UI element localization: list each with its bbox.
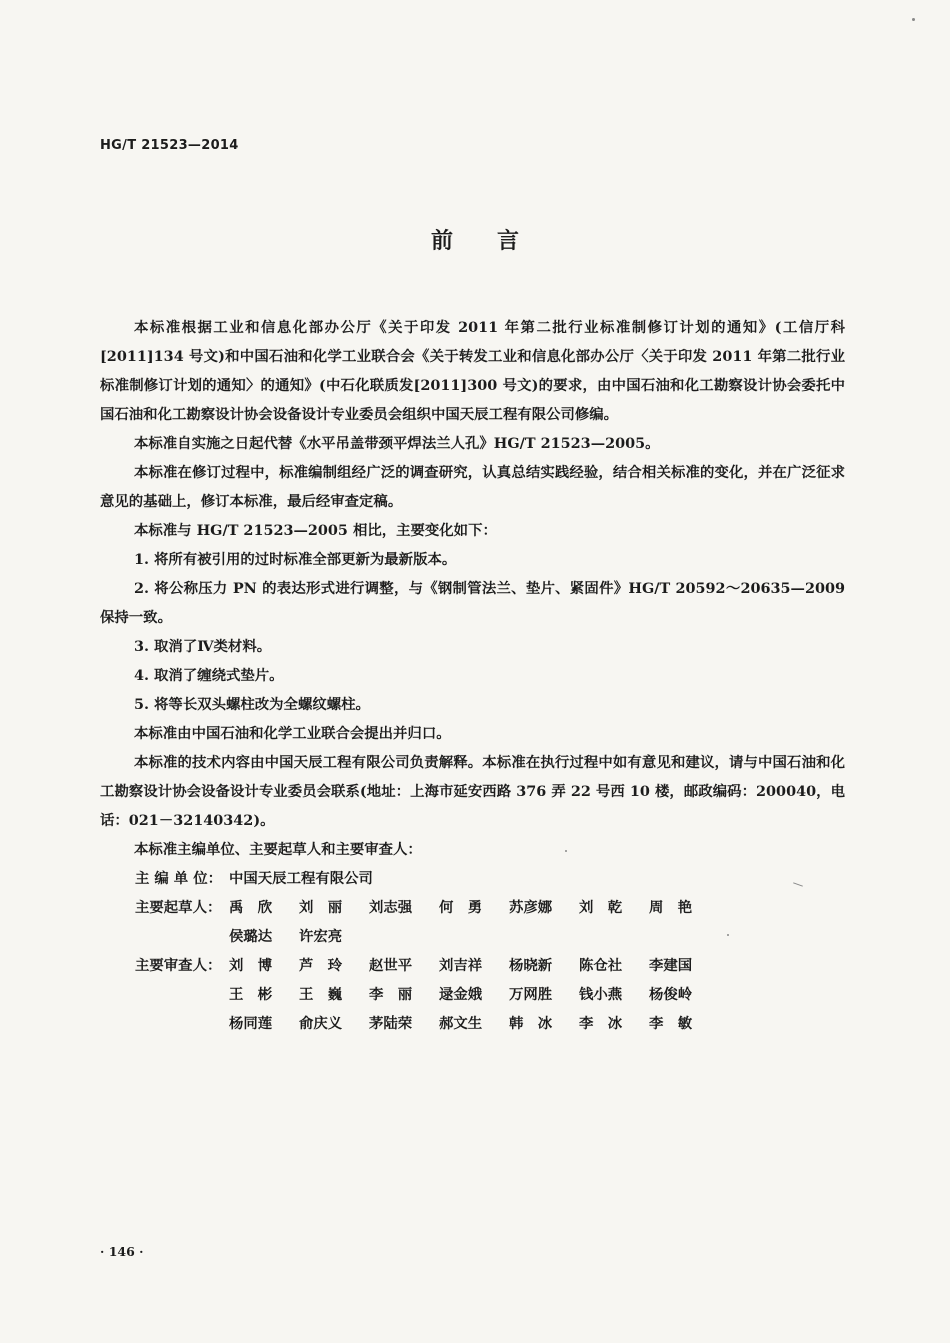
person-name: 郝文生 bbox=[439, 1015, 483, 1032]
person-name: 李 冰 bbox=[579, 1015, 623, 1032]
person-name: 杨同莲 bbox=[229, 1015, 273, 1032]
person-name: 万网胜 bbox=[509, 986, 553, 1003]
person-name: 王 彬 bbox=[229, 986, 273, 1003]
person-name: 刘 乾 bbox=[579, 899, 623, 916]
person-name: 李 丽 bbox=[369, 986, 413, 1003]
paragraph: 本标准与 HG/T 21523—2005 相比，主要变化如下： bbox=[134, 522, 497, 539]
paragraph: 本标准的技术内容由中国天辰工程有限公司负责解释。本标准在执行过程中如有意见和建议，请与中国石油和化工勘察设计协会设备设计专业委员会联系(地址：上海市延安西路 376 弄 22 号西 10 楼，邮政编码：200040，电话：021－32140342)。 bbox=[100, 754, 845, 829]
person-name: 许宏亮 bbox=[299, 928, 343, 945]
person-name: 刘吉祥 bbox=[439, 957, 483, 974]
preface-body bbox=[100, 313, 845, 864]
person-name: 芦 玲 bbox=[299, 957, 343, 974]
drafters-label: 主要起草人： bbox=[135, 899, 222, 916]
person-name: 逯金娥 bbox=[439, 986, 483, 1003]
paragraph: 本标准在修订过程中，标准编制组经广泛的调查研究，认真总结实践经验，结合相关标准的变化，并在广泛征求意见的基础上，修订本标准，最后经审查定稿。 bbox=[100, 464, 845, 510]
paragraph: 本标准主编单位、主要起草人和主要审查人： bbox=[134, 841, 422, 858]
list-item: 2. 将公称压力 PN 的表达形式进行调整，与《钢制管法兰、垫片、紧固件》HG/T 20592～20635—2009 保持一致。 bbox=[100, 580, 845, 626]
person-name: 钱小燕 bbox=[579, 986, 623, 1003]
person-name: 苏彦娜 bbox=[509, 899, 553, 916]
person-name: 杨俊岭 bbox=[649, 986, 693, 1003]
person-name: 刘志强 bbox=[369, 899, 413, 916]
person-name: 李 敏 bbox=[649, 1015, 693, 1032]
person-name: 王 巍 bbox=[299, 986, 343, 1003]
scan-speck bbox=[912, 18, 915, 21]
scan-speck bbox=[727, 934, 729, 936]
person-name: 刘 丽 bbox=[299, 899, 343, 916]
scan-speck bbox=[793, 882, 803, 886]
chief-unit-name: 中国天辰工程有限公司 bbox=[229, 870, 373, 887]
list-item: 3. 取消了Ⅳ类材料。 bbox=[134, 638, 272, 655]
person-name: 韩 冰 bbox=[509, 1015, 553, 1032]
person-name: 刘 博 bbox=[229, 957, 273, 974]
person-name: 侯璐达 bbox=[229, 928, 273, 945]
list-item: 5. 将等长双头螺柱改为全螺纹螺柱。 bbox=[134, 696, 370, 713]
standard-code: HG/T 21523—2014 bbox=[100, 138, 239, 153]
page-number: · 146 · bbox=[100, 1244, 144, 1259]
scan-speck bbox=[565, 850, 567, 852]
person-name: 陈仓社 bbox=[579, 957, 623, 974]
list-item: 4. 取消了缠绕式垫片。 bbox=[134, 667, 284, 684]
list-item: 1. 将所有被引用的过时标准全部更新为最新版本。 bbox=[134, 551, 457, 568]
person-name: 禹 欣 bbox=[229, 899, 273, 916]
paragraph: 本标准由中国石油和化学工业联合会提出并归口。 bbox=[134, 725, 451, 742]
paragraph: 本标准自实施之日起代替《水平吊盖带颈平焊法兰人孔》HG/T 21523—2005。 bbox=[134, 435, 660, 452]
person-name: 赵世平 bbox=[369, 957, 413, 974]
paragraph: 本标准根据工业和信息化部办公厅《关于印发 2011 年第二批行业标准制修订计划的通知》(工信厅科[2011]134 号文)和中国石油和化学工业联合会《关于转发工业和信息化部办公厅〈关于印发 2011 年第二批行业标准制修订计划的通知〉的通知》(中石化联质发[2011]300 号文)的要求，由中国石油和化工勘察设计协会委托中国石油和化工勘察设计协会设备设计专业委员会组织中国天辰工程有限公司修编。 bbox=[100, 319, 845, 423]
person-name: 周 艳 bbox=[649, 899, 693, 916]
reviewers-label: 主要审查人： bbox=[135, 957, 222, 974]
person-name: 茅陆荣 bbox=[369, 1015, 413, 1032]
person-name: 杨晓新 bbox=[509, 957, 553, 974]
person-name: 何 勇 bbox=[439, 899, 483, 916]
person-name: 俞庆义 bbox=[299, 1015, 343, 1032]
chief-unit-label: 主 编 单 位： bbox=[135, 870, 222, 887]
person-name: 李建国 bbox=[649, 957, 693, 974]
page-title: 前言 bbox=[430, 229, 563, 254]
